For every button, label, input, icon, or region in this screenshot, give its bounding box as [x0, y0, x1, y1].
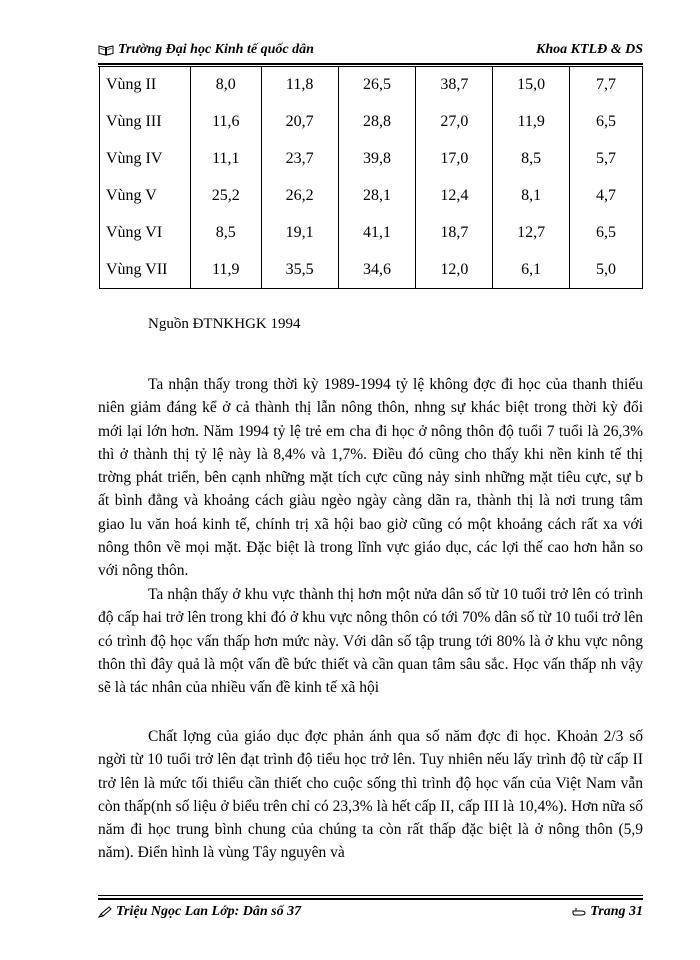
footer-rule-thin: [98, 895, 643, 896]
value-cell: 12,7: [493, 214, 570, 251]
header-rule: [98, 63, 643, 65]
region-cell: Vùng V: [100, 177, 191, 214]
table-row: [100, 251, 643, 289]
header-left: [98, 42, 314, 58]
table-row: [100, 177, 643, 214]
value-cell: 11,9: [493, 103, 570, 140]
paragraph: Chất lợng của giáo dục đợc phản ánh qua số năm đợc đi học. Khoản 2/3 số ngời từ 10 tuổi trở lên đạt trình độ tiểu học trở lên. Tuy nhiên nếu lấy trình độ từ cấp II trở lên là mức tối thiểu cần thiết cho cuộc sống thì trình độ học vấn của Việt Nam vẫn còn thấp(nh số liệu ở biểu trên chỉ có 23,3% là hết cấp II, cấp III là 10,4%). Hơn nữa số năm đi học trung bình chung của chúng ta còn rất thấp đặc biệt là ở nông thôn (5,9 năm). Điển hình là vùng Tây nguyên và: [98, 728, 643, 862]
data-table: [99, 66, 643, 289]
value-cell: 28,1: [338, 177, 416, 214]
value-cell: 11,1: [190, 140, 261, 177]
value-cell: 11,6: [190, 103, 261, 140]
value-cell: 8,5: [190, 214, 261, 251]
table-row: [100, 103, 643, 140]
table-row: [100, 214, 643, 251]
value-cell: 6,1: [493, 251, 570, 289]
value-cell: 19,1: [261, 214, 338, 251]
region-cell: Vùng II: [100, 66, 191, 103]
page-number: Trang 31: [590, 904, 643, 919]
value-cell: 41,1: [338, 214, 416, 251]
footer-left: [98, 904, 301, 920]
value-cell: 25,2: [190, 177, 261, 214]
region-cell: Vùng VII: [100, 251, 191, 289]
value-cell: 20,7: [261, 103, 338, 140]
value-cell: 15,0: [493, 66, 570, 103]
value-cell: 6,5: [570, 103, 643, 140]
value-cell: 23,7: [261, 140, 338, 177]
header-school: Trường Đại học Kinh tế quốc dân: [118, 42, 314, 57]
source-note: Nguồn ĐTNKHGK 1994: [148, 316, 301, 332]
table-row: [100, 66, 643, 103]
value-cell: 11,8: [261, 66, 338, 103]
value-cell: 11,9: [190, 251, 261, 289]
value-cell: 8,0: [190, 66, 261, 103]
page-footer: [98, 904, 643, 924]
value-cell: 27,0: [416, 103, 493, 140]
value-cell: 28,8: [338, 103, 416, 140]
value-cell: 18,7: [416, 214, 493, 251]
pen-icon: [98, 906, 112, 918]
value-cell: 4,7: [570, 177, 643, 214]
pointing-hand-icon: [572, 906, 586, 918]
value-cell: 12,0: [416, 251, 493, 289]
value-cell: 5,0: [570, 251, 643, 289]
paragraph: Ta nhận thấy ở khu vực thành thị hơn một nửa dân số từ 10 tuổi trở lên có trình độ cấp hai trở lên trong khi đó ở khu vực nông thôn có tới 70% dân số từ 10 tuổi trở lên có trình độ học vấn thấp hơn mức này. Với dân số tập trung tới 80% là ở khu vực nông thôn thì đây quả là một vấn đề bức thiết và cần quan tâm sâu sắc. Học vấn thấp nh vậy sẽ là tác nhân của nhiều vấn đề kinh tế xã hội: [98, 586, 643, 697]
table-row: [100, 140, 643, 177]
value-cell: 8,5: [493, 140, 570, 177]
region-cell: Vùng IV: [100, 140, 191, 177]
table-body: [100, 66, 643, 289]
value-cell: 26,2: [261, 177, 338, 214]
value-cell: 7,7: [570, 66, 643, 103]
header-faculty: Khoa KTLĐ & DS: [536, 42, 643, 57]
value-cell: 6,5: [570, 214, 643, 251]
region-cell: Vùng VI: [100, 214, 191, 251]
footer-rule: [98, 898, 643, 900]
value-cell: 17,0: [416, 140, 493, 177]
footer-right: [572, 904, 643, 920]
value-cell: 35,5: [261, 251, 338, 289]
paragraph: Ta nhận thấy trong thời kỳ 1989-1994 tỷ lệ không đợc đi học của thanh thiếu niên giảm đáng kể ở cả thành thị lẫn nông thôn, nhng sự khác biệt trong thời kỳ đổi mới lại lớn hơn. Năm 1994 tỷ lệ trẻ em cha đi học ở nông thôn độ tuổi 7 tuổi là 26,3% thì ở thành thị tỷ lệ này là 8,4% và 1,7%. Điều đó cũng cho thấy khi nền kinh tế thị trờng phát triển, bên cạnh những mặt tích cực cũng nảy sinh những mặt tiêu cực, sự b ất bình đẳng và khoảng cách giàu ngèo ngày càng dãn ra, thành thị là nơi trung tâm giao lu văn hoá kinh tế, chính trị xã hội bao giờ cũng có một khoảng cách rất xa với nông thôn về mọi mặt. Đặc biệt là trong lĩnh vực giáo dục, các lợi thế cao hơn hẳn so với nông thôn.: [98, 376, 643, 580]
value-cell: 5,7: [570, 140, 643, 177]
region-cell: Vùng III: [100, 103, 191, 140]
value-cell: 12,4: [416, 177, 493, 214]
value-cell: 26,5: [338, 66, 416, 103]
value-cell: 8,1: [493, 177, 570, 214]
footer-author: Triệu Ngọc Lan Lớp: Dân số 37: [116, 904, 302, 919]
value-cell: 39,8: [338, 140, 416, 177]
value-cell: 38,7: [416, 66, 493, 103]
value-cell: 34,6: [338, 251, 416, 289]
book-icon: [98, 44, 114, 56]
